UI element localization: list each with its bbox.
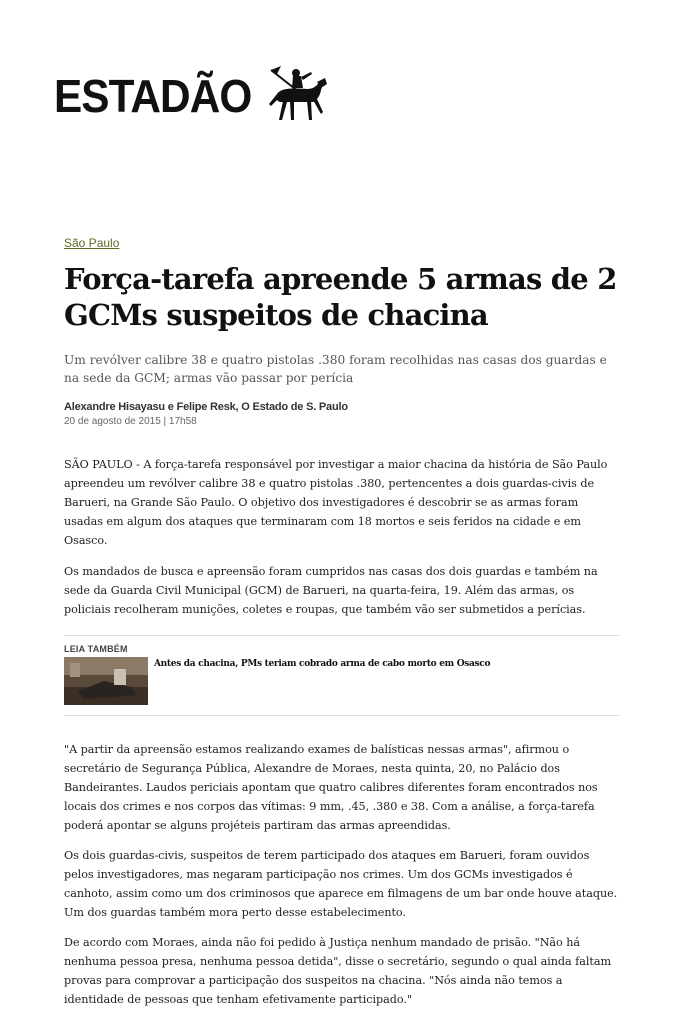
paragraph: De acordo com Moraes, ainda não foi pedido à Justiça nenhum mandado de prisão. "Não há nenhuma pessoa presa, nenhuma pessoa detida", disse o secretário, segundo o qual ainda faltam provas para comprovar a participação dos suspeitos na chacina. "Nós ainda não temos a identidade de pessoas que tenham efetivamente participado."	[64, 936, 612, 1006]
paragraph: SÃO PAULO - A força-tarefa responsável por investigar a maior chacina da história de São Paulo apreendeu um revólver calibre 38 e quatro pistolas .380, pertencentes a dois guardas-civis de Barueri, na Grande São Paulo. O objetivo dos investigadores é descobrir se as armas foram usadas em algum dos ataques que terminaram com 18 mortos e seis feridos na cidade e em Osasco.	[64, 458, 608, 547]
section-link[interactable]: São Paulo	[64, 236, 120, 250]
paragraph: "A partir da apreensão estamos realizando exames de balísticas nessas armas", afirmou o secretário de Segurança Pública, Alexandre de Moraes, nesta quinta, 20, no Palácio dos Bandeirantes. Laudos periciais apontam que quatro calibres diferentes foram encontrados nos locais dos crimes e nos corpos das vítimas: 9 mm, .45, .380 e 38. Com a análise, a força-tarefa poderá apontar se alguns projéteis partiram das armas apreendidas.	[64, 743, 598, 832]
paragraph: Os mandados de busca e apreensão foram cumpridos nas casas dos dois guardas e também na sede da Guarda Civil Municipal (GCM) de Barueri, na quarta-feira, 19. Além das armas, os policiais recolheram munições, coletes e roupas, que também vão ser submetidos a perícias.	[64, 565, 598, 616]
headline: Força-tarefa apreende 5 armas de 2 GCMs suspeitos de chacina	[64, 262, 617, 332]
knight-on-horse-icon	[263, 64, 329, 128]
related-box	[64, 635, 620, 716]
logo-wordmark[interactable]: ESTADÃO	[54, 70, 252, 122]
publish-date: 20 de agosto de 2015 | 17h58	[64, 416, 197, 427]
article	[64, 232, 620, 1009]
related-thumbnail[interactable]	[64, 657, 148, 705]
subtitle: Um revólver calibre 38 e quatro pistolas .380 foram recolhidas nas casas dos guardas e na sede da GCM; armas vão passar por perícia	[64, 353, 607, 385]
byline: Alexandre Hisayasu e Felipe Resk, O Estado de S. Paulo	[64, 401, 348, 413]
related-item[interactable]	[64, 657, 620, 705]
paragraph: Os dois guardas-civis, suspeitos de terem participado dos ataques em Barueri, foram ouvidos pelos investigadores, mas negaram participação nos crimes. Um dos GCMs investigados é canhoto, assim como um dos criminosos que aparece em filmagens de um bar onde houve ataque. Um dos guardas também mora perto desse estabelecimento.	[64, 849, 618, 919]
related-label: LEIA TAMBÉM	[64, 644, 128, 654]
related-title-link[interactable]: Antes da chacina, PMs teriam cobrado arma de cabo morto em Osasco	[154, 659, 491, 669]
masthead	[54, 66, 329, 126]
